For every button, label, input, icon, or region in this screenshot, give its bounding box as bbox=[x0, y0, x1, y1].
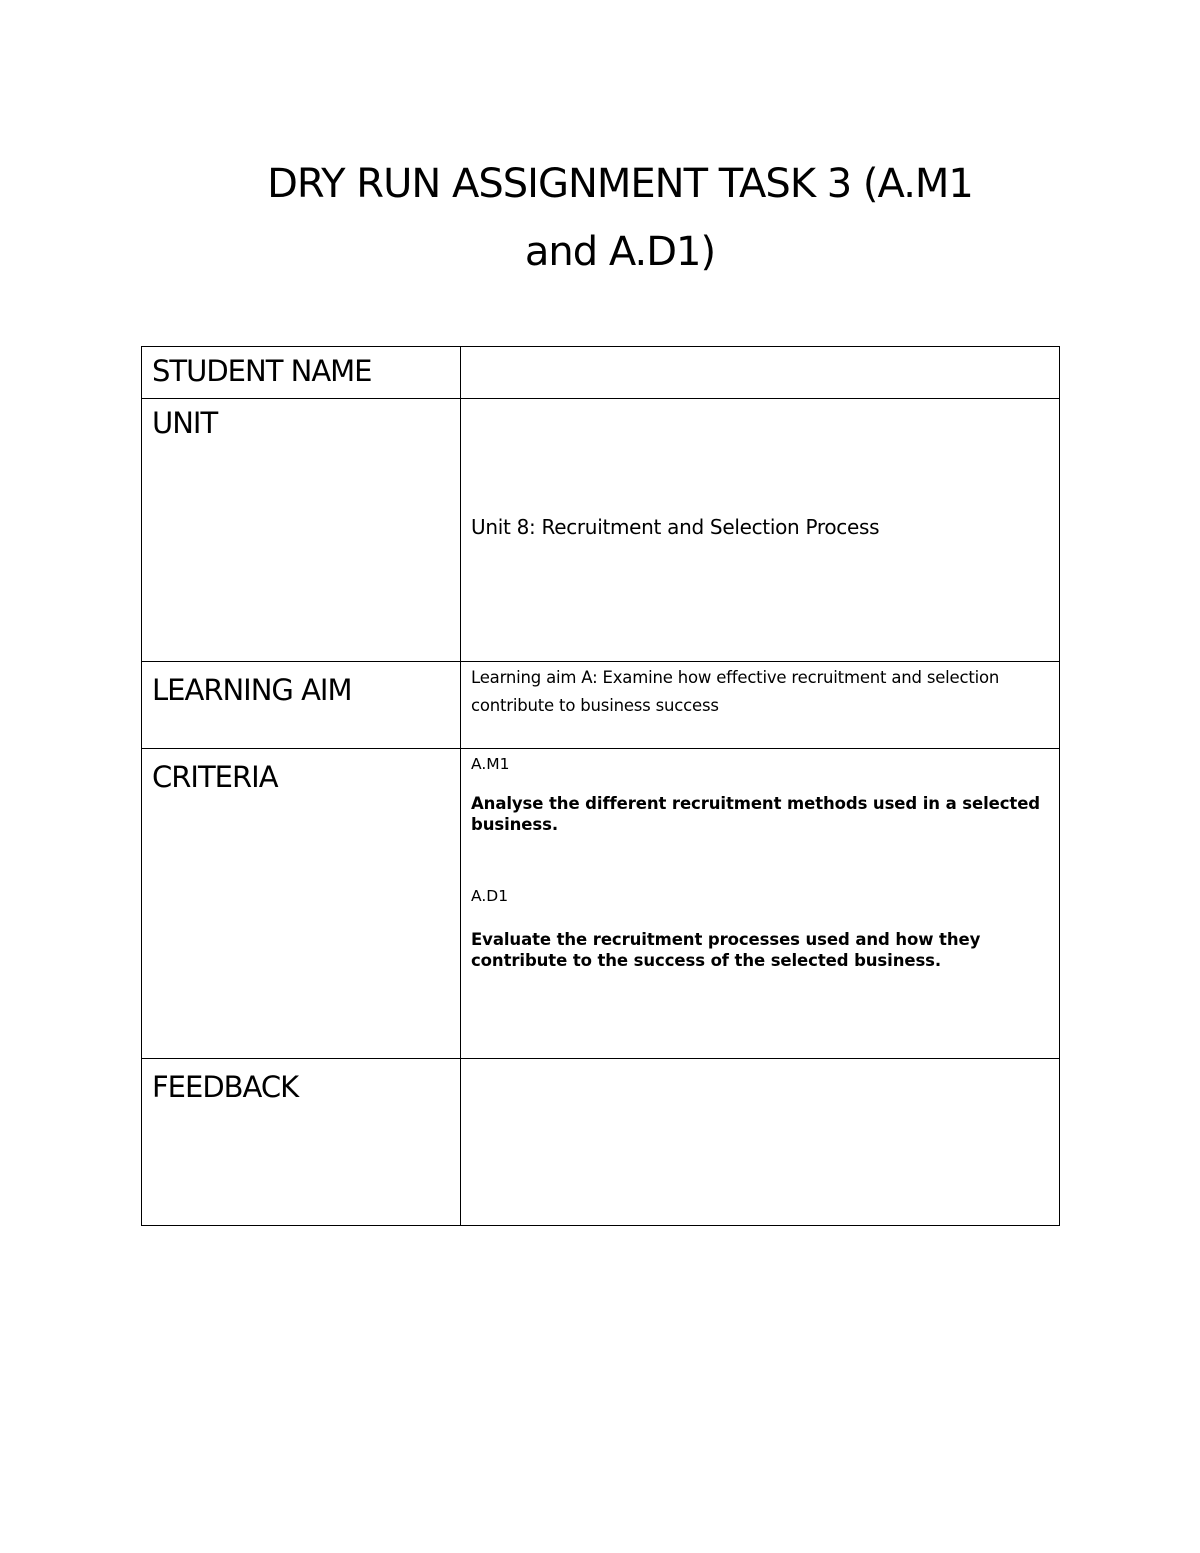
feedback-label: FEEDBACK bbox=[142, 1059, 461, 1226]
feedback-row bbox=[142, 1059, 1060, 1226]
learning-aim-value: Learning aim A: Examine how effective recruitment and selection contribute to business success bbox=[471, 668, 1000, 715]
student-name-row bbox=[142, 347, 1060, 399]
learning-aim-cell bbox=[461, 662, 1060, 749]
criteria-cell bbox=[461, 749, 1060, 1059]
student-name-label: STUDENT NAME bbox=[142, 347, 461, 399]
student-name-field[interactable] bbox=[461, 347, 1060, 399]
criteria-row bbox=[142, 749, 1060, 1059]
criteria-label: CRITERIA bbox=[142, 749, 461, 1059]
page-title-line-1: DRY RUN ASSIGNMENT TASK 3 (A.M1 bbox=[267, 161, 973, 207]
feedback-field[interactable] bbox=[461, 1059, 1060, 1226]
assignment-cover-table bbox=[141, 346, 1060, 1226]
learning-aim-label: LEARNING AIM bbox=[142, 662, 461, 749]
criteria-code: A.D1 bbox=[471, 887, 509, 905]
unit-row bbox=[142, 399, 1060, 662]
unit-value: Unit 8: Recruitment and Selection Process bbox=[471, 515, 880, 539]
criteria-code: A.M1 bbox=[471, 755, 510, 773]
learning-aim-row bbox=[142, 662, 1060, 749]
unit-cell bbox=[461, 399, 1060, 662]
page-title-line-2: and A.D1) bbox=[524, 229, 716, 275]
page-title bbox=[150, 150, 1090, 286]
criteria-description: Analyse the different recruitment methods used in a selected business. bbox=[471, 794, 1041, 834]
criteria-description: Evaluate the recruitment processes used and how they contribute to the success of the selected business. bbox=[471, 930, 981, 970]
unit-label: UNIT bbox=[142, 399, 461, 662]
